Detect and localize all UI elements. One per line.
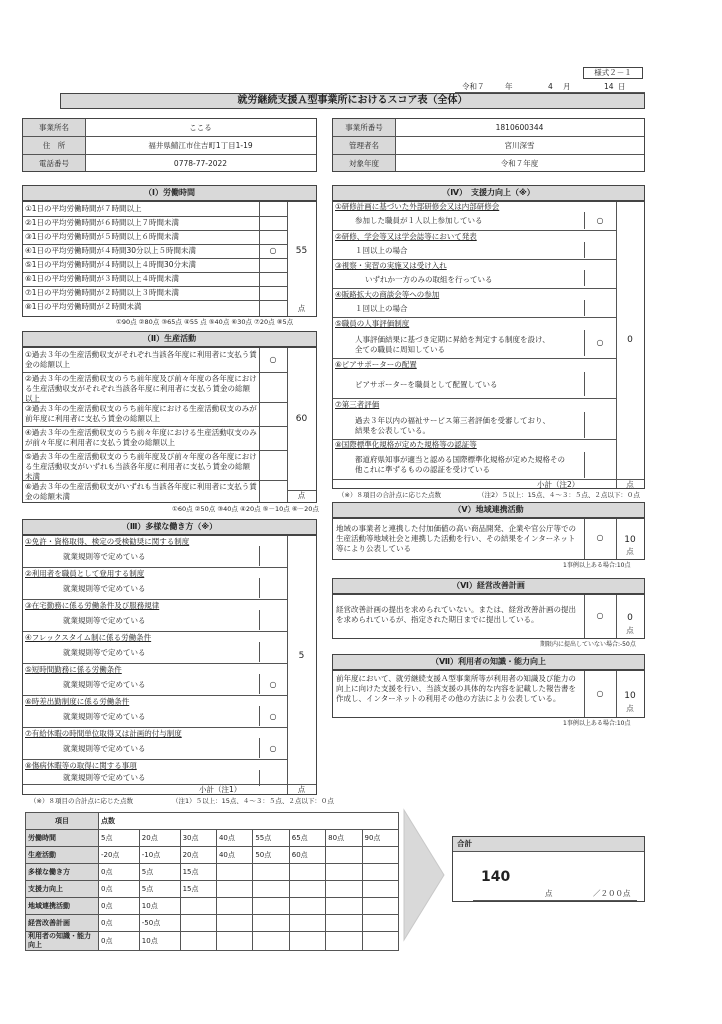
sec4-item-sub: １回以上の場合 [355,246,408,255]
cell: 0点 [99,932,140,951]
cell: 10点 [139,898,180,915]
phone-number: 0778-77-2022 [173,159,228,168]
check-mark: ○ [596,689,604,698]
cell: -50点 [139,915,180,932]
cell [362,932,398,951]
date-day: 14 [604,82,614,91]
info-label: 事業所名 [39,123,69,132]
cell: 50点 [253,847,289,864]
sec2-item: ③過去３年の生産活動収支のうち前年度における生産活動収支のみが前年度に利用者に支払う賃金の総額以上 [25,404,257,423]
cell [216,864,252,881]
cell [253,864,289,881]
cell [326,881,362,898]
cell [289,864,325,881]
sec1-item: ③1日の平均労働時間が５時間以上６時間未満 [25,232,179,241]
score-unit: 点 [297,785,306,794]
cell [253,932,289,951]
section-7-table [332,670,645,718]
section-1-score: 55 [295,246,308,256]
check-mark: ○ [269,680,277,689]
sec2-item: ④過去３年の生産活動収支のうち前々年度における生産活動収支のみが前々年度に利用者に支払う賃金の総額以上 [25,428,257,447]
cell [216,898,252,915]
cell: 40点 [216,830,252,847]
row-label: 生産活動 [26,847,99,864]
table-row [26,932,399,951]
section-4-header: （Ⅳ） 支援力向上（※） [332,185,645,201]
sec2-item: ⑤過去３年の生産活動収支のうち前年度及び前々年度の各年度における生産活動収支がいずれも当該各年度に利用者に支払う賃金の総額未満 [25,452,257,481]
sec4-item-title: ③視察・実習の実施又は受け入れ [335,261,447,270]
cell [180,898,216,915]
section-5-score: 10 [624,535,636,545]
cell: 0点 [99,864,140,881]
sec7-text: 前年度において、就労継続支援Ａ型事業所等が利用者の知識及び能力の向上に向けた支援を行い、当該支援の具体的な内容を記載した報告書を作成し、インターネットの利用その他の方法により公表している。 [336,674,576,703]
section-2-score: 60 [295,414,308,424]
facility-number: 1810600344 [495,123,544,132]
section-6-table [332,594,645,639]
check-mark: ○ [596,216,604,225]
address: 福井県鯖江市住吉町1丁目1-19 [148,141,253,150]
sec4-item-sub: ピアサポーターを職員として配置している [355,380,498,389]
cell [326,898,362,915]
check-mark: ○ [596,338,604,347]
sec4-item-sub: いずれか一方のみの取組を行っている [365,275,493,284]
cell [253,898,289,915]
date-month: 4 [548,82,553,91]
points-table [25,812,399,951]
table-row [26,864,399,881]
cell: -10点 [139,847,180,864]
score-unit: 点 [626,480,634,489]
subtotal-label: 小計（注2） [537,480,580,489]
cell [362,847,398,864]
cell [216,932,252,951]
section-2-table [22,347,317,503]
check-mark: ○ [596,611,604,620]
date-day-label: 日 [618,82,626,91]
sec5-text: 地域の事業者と連携した付加価値の高い商品開発、企業や官公庁等での生産活動等地域社会と連携した活動を行い、その結果をインターネット等により公表している [336,524,576,553]
total-unit: 点 [545,889,553,898]
date-year-label: 年 [505,82,513,91]
check-mark: ○ [269,246,277,255]
score-unit: 点 [297,491,306,500]
cell [326,915,362,932]
cell [216,915,252,932]
sec3-item-sub: 就業規則等で定めている [63,744,146,753]
total-max: ／２００点 [593,889,631,898]
row-label: 労働時間 [26,830,99,847]
sec3-item-sub: 就業規則等で定めている [63,552,146,561]
check-mark: ○ [269,744,277,753]
cell [289,932,325,951]
table-row [26,881,399,898]
section-7-footnote: 1事例以上ある場合:10点 [563,720,631,727]
cell: 30点 [180,830,216,847]
section-3-score: 5 [298,651,305,661]
section-4-note-left: （※）８項目の合計点に応じた点数 [338,491,441,499]
cell: 5点 [139,864,180,881]
sec3-item-sub: 就業規則等で定めている [63,616,146,625]
sec1-item: ①1日の平均労働時間が７時間以上 [25,204,142,213]
sec3-item-title: ④フレックスタイム制に係る労働条件 [25,633,152,642]
cell: 80点 [326,830,362,847]
cell: 10点 [139,932,180,951]
check-mark: ○ [596,533,604,542]
sec3-item-title: ③在宅勤務に係る労働条件及び服務規律 [25,601,160,610]
cell: 55点 [253,830,289,847]
sec3-item-sub: 就業規則等で定めている [63,773,146,782]
row-label: 利用者の知識・能力向上 [26,932,99,951]
score-unit: 点 [297,304,306,313]
check-mark: ○ [269,712,277,721]
manager-name: 宮川深雪 [504,141,535,150]
form-number: 様式２－１ [583,67,643,79]
cell [362,915,398,932]
cell [180,915,216,932]
info-right-table [332,118,645,172]
sec3-item-title: ⑤短時間勤務に係る労働条件 [25,665,122,674]
section-6-header: （Ⅵ）経営改善計画 [332,578,645,594]
cell: 60点 [289,847,325,864]
sec3-item-title: ②利用者を職員として登用する制度 [25,569,145,578]
section-4-table [332,201,645,489]
page-title: 就労継続支援Ａ型事業所におけるスコア表（全体） [60,93,645,109]
total-box [452,836,645,902]
sec4-item-title: ⑧国際標準化規格が定めた規格等の認証等 [335,440,477,449]
row-label: 地域連携活動 [26,898,99,915]
section-4-score: 0 [627,335,633,345]
cell: 5点 [139,881,180,898]
score-unit: 点 [626,626,634,635]
info-label: 事業所番号 [345,123,383,132]
cell [326,932,362,951]
sec1-item: ②1日の平均労働時間が６時間以上７時間未満 [25,218,179,227]
table-row [26,847,399,864]
cell [326,864,362,881]
sec4-item-title: ⑥ピアサポーターの配置 [335,360,417,369]
section-4-note-right: （注2）５以上：15点、４～３：５点、２点以下：０点 [478,491,640,499]
cell: 20点 [180,847,216,864]
total-label: 合計 [457,839,472,848]
date-era: 令和７ [462,82,485,91]
sec4-item-title: ⑤職員の人事評価制度 [335,319,410,328]
section-1-header: （Ⅰ）労働時間 [22,185,317,201]
cell [253,881,289,898]
info-label: 管理者名 [349,141,379,150]
section-5-footnote: 1事例以上ある場合:10点 [563,562,631,569]
cell [289,898,325,915]
sec4-item-sub: 人事評価結果に基づき定期に昇給を判定する制度を設け、全ての職員に周知している [355,335,550,354]
section-5-header: （Ⅴ）地域連携活動 [332,502,645,518]
table-row [26,830,399,847]
sec3-item-title: ⑥時差出勤制度に係る労働条件 [25,697,130,706]
sec4-item-sub: 参加した職員が１人以上参加している [355,216,483,225]
cell [216,881,252,898]
section-2-header: （Ⅱ）生産活動 [22,331,317,347]
sec1-item: ⑦1日の平均労働時間が２時間以上３時間未満 [25,288,179,297]
info-label: 電話番号 [39,159,69,168]
cell [326,847,362,864]
cell: 0点 [99,881,140,898]
sec3-item-sub: 就業規則等で定めている [63,712,146,721]
sec4-item-title: ②研修、学会等又は学会誌等において発表 [335,232,477,241]
sec6-text: 経営改善計画の提出を求められていない。または、経営改善計画の提出を求められているが、指定された期日までに提出している。 [336,605,576,624]
sec3-item-title: ⑧傷病休暇等の取得に関する事項 [25,761,137,770]
section-3-table [22,535,317,795]
section-5-table [332,518,645,560]
sec2-item: ①過去３年の生産活動収支がそれぞれ当該各年度に利用者に支払う賃金の総額以上 [25,350,257,369]
cell: 15点 [180,864,216,881]
facility-name: ここる [189,123,212,132]
section-1-table [22,201,317,317]
cell: 90点 [362,830,398,847]
row-label: 多様な働き方 [26,864,99,881]
sec4-item-title: ⑦第三者評価 [335,400,380,409]
sec1-item: ⑥1日の平均労働時間が３時間以上４時間未満 [25,274,179,283]
sec1-item: ④1日の平均労働時間が４時間30分以上５時間未満 [25,246,197,255]
sec4-item-sub: １回以上の場合 [355,304,408,313]
row-label: 支援力向上 [26,881,99,898]
section-6-footnote: 期限内に提出していない場合:-50点 [540,641,636,648]
sec4-item-sub: 都道府県知事が適当と認める国際標準化規格が定めた規格その他これに準ずるものの認証を受けている [355,455,565,474]
cell [289,915,325,932]
section-3-note-left: （※）８項目の合計点に応じた点数 [30,797,133,805]
row-label: 経営改善計画 [26,915,99,932]
points-header-points: 点数 [99,813,399,830]
section-3-note-right: （注1）５以上：15点、４～３：５点、２点以下：０点 [172,797,334,805]
score-unit: 点 [626,547,634,556]
table-row [26,915,399,932]
score-unit: 点 [626,704,634,713]
section-1-footnote: ①90点 ②80点 ③65点 ④55 点 ⑤40点 ⑥30点 ⑦20点 ⑧5点 [116,318,294,326]
check-mark: ○ [269,355,277,364]
subtotal-label: 小計（注1） [199,785,242,794]
section-7-header: （Ⅶ）利用者の知識・能力向上 [332,654,645,670]
date-month-label: 月 [563,82,571,91]
sec1-item: ⑤1日の平均労働時間が４時間以上４時間30分未満 [25,260,197,269]
sec3-item-title: ⑦有給休暇の時間単位取得又は計画的付与制度 [25,729,182,738]
section-2-footnote: ①60点 ②50点 ③40点 ④20点 ⑤－10点 ⑥－20点 [172,505,319,513]
section-7-score: 10 [624,691,636,701]
target-year: 令和７年度 [500,159,539,168]
cell [362,864,398,881]
sec3-item-sub: 就業規則等で定めている [63,648,146,657]
cell: 20点 [139,830,180,847]
sec4-item-title: ④販路拡大の商談会等への参加 [335,290,440,299]
cell [362,898,398,915]
total-score: 140 [481,869,511,885]
info-left-table [22,118,317,172]
sec3-item-sub: 就業規則等で定めている [63,680,146,689]
table-row [26,898,399,915]
cell: 5点 [99,830,140,847]
sec4-item-sub: 過去３年以内の福祉サービス第三者評価を受審しており、結果を公表している。 [355,416,550,435]
cell [289,881,325,898]
arrow-right-icon [402,808,446,942]
cell: 65点 [289,830,325,847]
sec3-item-sub: 就業規則等で定めている [63,584,146,593]
cell [362,881,398,898]
cell: 15点 [180,881,216,898]
sec1-item: ⑧1日の平均労働時間が２時間未満 [25,302,142,311]
sec2-item: ②過去３年の生産活動収支のうち前年度及び前々年度の各年度における生産活動収支がそれぞれ当該各年度に利用者に支払う賃金の総額以上 [25,374,257,403]
cell: 0点 [99,915,140,932]
sec3-item-title: ①免許・資格取得、検定の受検勧奨に関する制度 [25,537,190,546]
cell [180,932,216,951]
info-label: 対象年度 [349,159,379,168]
cell [253,915,289,932]
sec4-item-title: ①研修計画に基づいた外部研修会又は内部研修会 [335,202,500,211]
info-label: 住 所 [42,141,66,150]
sec2-item: ⑥過去３年の生産活動収支がいずれも当該各年度に利用者に支払う賃金の総額未満 [25,482,257,501]
section-6-score: 0 [627,613,633,623]
section-3-header: （Ⅲ）多様な働き方（※） [22,519,317,535]
points-header-item: 項目 [26,813,99,830]
cell: 40点 [216,847,252,864]
cell: -20点 [99,847,140,864]
cell: 0点 [99,898,140,915]
